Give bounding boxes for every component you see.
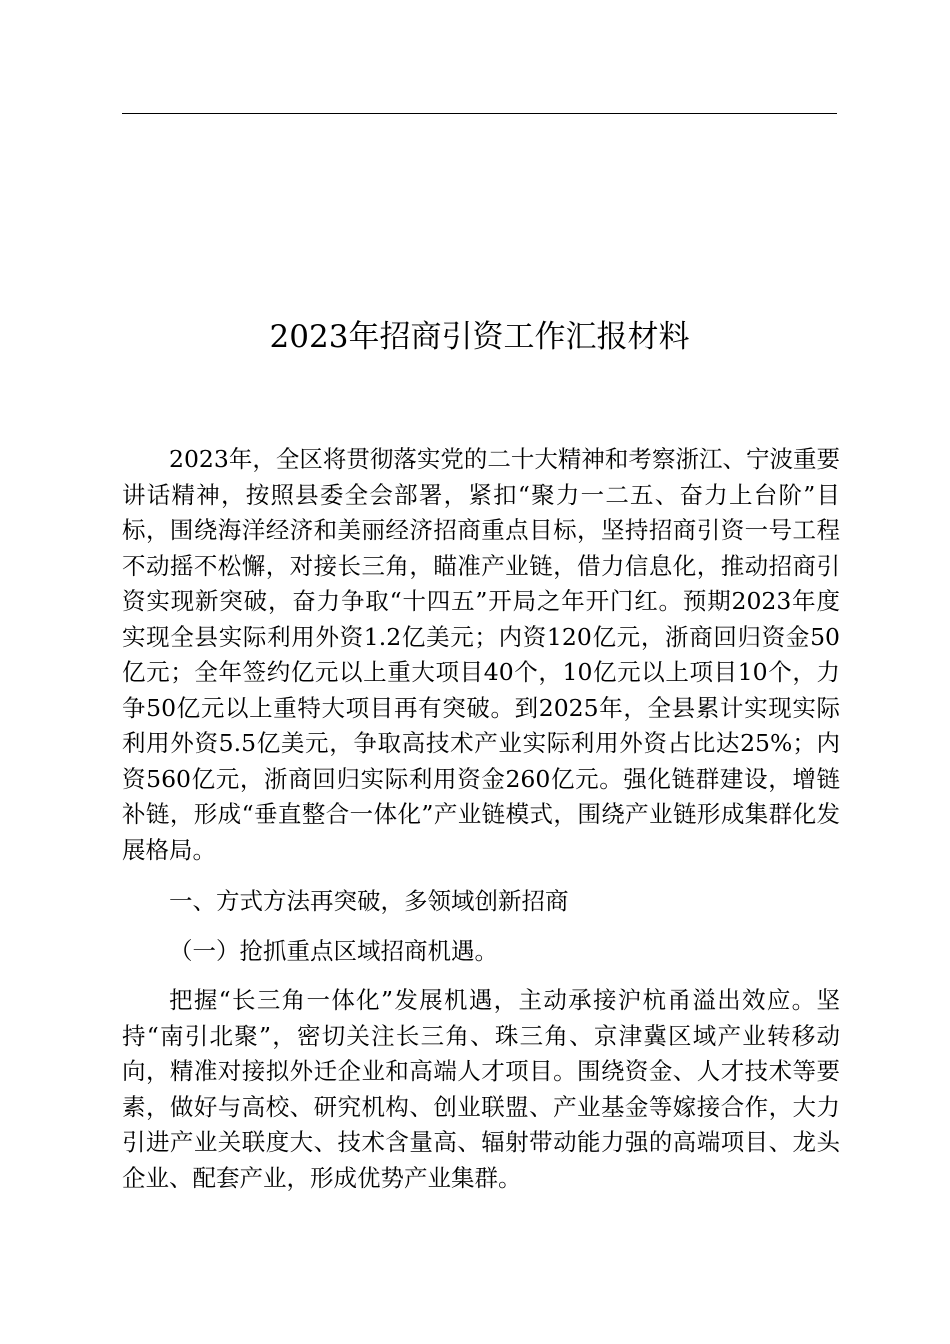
intro-paragraph: 2023年，全区将贯彻落实党的二十大精神和考察浙江、宁波重要讲话精神，按照县委全会部署，紧扣“聚力一二五、奋力上台阶”目标，围绕海洋经济和美丽经济招商重点目标，坚持招商引资一号工程不动摇不松懈，对接长三角，瞄准产业链，借力信息化，推动招商引资实现新突破，奋力争取“十四五”开局之年开门红。预期2023年度实现全县实际利用外资1.2亿美元；内资120亿元，浙商回归资金50亿元；全年签约亿元以上重大项目40个，10亿元以上项目10个，力争50亿元以上重特大项目再有突破。到2025年，全县累计实现实际利用外资5.5亿美元，争取高技术产业实际利用外资占比达25%；内资560亿元，浙商回归实际利用资金260亿元。强化链群建设，增链补链，形成“垂直整合一体化”产业链模式，围绕产业链形成集群化发展格局。	[122, 445, 840, 864]
body-paragraph: 把握“长三角一体化”发展机遇，主动承接沪杭甬溢出效应。坚持“南引北聚”，密切关注长三角、珠三角、京津冀区域产业转移动向，精准对接拟外迁企业和高端人才项目。围绕资金、人才技术等要素，做好与高校、研究机构、创业联盟、产业基金等嫁接合作，大力引进产业关联度大、技术含量高、辐射带动能力强的高端项目、龙头企业、配套产业，形成优势产业集群。	[122, 986, 840, 1192]
section-heading: 一、方式方法再突破，多领域创新招商	[169, 887, 569, 915]
header-rule	[122, 113, 837, 114]
document-body	[122, 442, 840, 1196]
subsection-heading: （一）抢抓重点区域招商机遇。	[169, 936, 498, 965]
document-title: 2023年招商引资工作汇报材料	[269, 319, 690, 355]
